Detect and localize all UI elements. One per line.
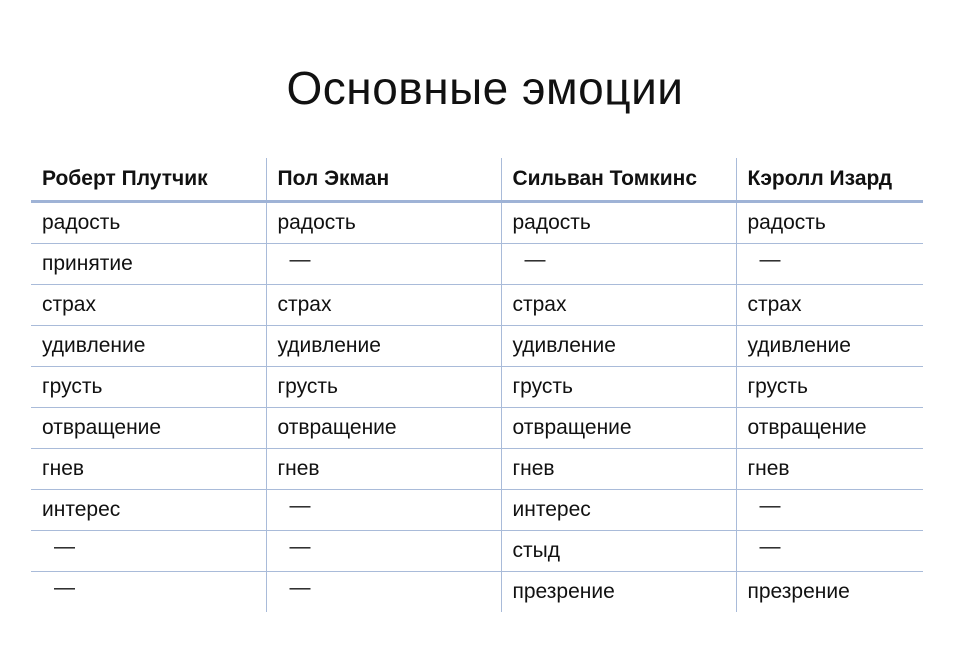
emotion-label: стыд: [512, 539, 560, 562]
table-cell-tomkins: [501, 244, 736, 285]
column-header-tomkins: Сильван Томкинс: [501, 158, 736, 202]
table-cell-ekman: [266, 202, 501, 244]
emotion-label: удивление: [42, 334, 146, 357]
table-cell-izard: [736, 449, 923, 490]
table-row: [31, 572, 923, 613]
table-cell-izard: [736, 531, 923, 572]
table-cell-plutchik: [31, 244, 266, 285]
emotions-table-container: [31, 158, 923, 612]
emotion-label: отвращение: [42, 416, 162, 439]
table-cell-plutchik: [31, 531, 266, 572]
emotion-label: презрение: [512, 580, 615, 603]
column-header-plutchik: Роберт Плутчик: [31, 158, 266, 202]
table-row: [31, 490, 923, 531]
emotion-label: радость: [747, 211, 826, 234]
emotion-label: радость: [277, 211, 356, 234]
table-cell-plutchik: [31, 490, 266, 531]
table-cell-izard: [736, 202, 923, 244]
emotion-label: презрение: [747, 580, 850, 603]
table-cell-ekman: [266, 490, 501, 531]
table-cell-plutchik: [31, 285, 266, 326]
table-row: [31, 285, 923, 326]
table-row: [31, 449, 923, 490]
emotion-label: радость: [42, 211, 121, 234]
emotion-label: отвращение: [512, 416, 632, 439]
emotion-label: отвращение: [277, 416, 397, 439]
table-cell-tomkins: [501, 202, 736, 244]
table-cell-tomkins: [501, 326, 736, 367]
table-cell-ekman: [266, 531, 501, 572]
dash-placeholder: —: [759, 494, 781, 517]
emotion-label: радость: [512, 211, 591, 234]
dash-placeholder: —: [54, 535, 75, 558]
emotion-label: удивление: [747, 334, 851, 357]
dash-placeholder: —: [759, 535, 781, 558]
emotion-label: гнев: [42, 457, 85, 480]
table-row: [31, 244, 923, 285]
table-row: [31, 367, 923, 408]
table-cell-plutchik: [31, 572, 266, 613]
emotions-table: [31, 158, 923, 612]
table-cell-plutchik: [31, 449, 266, 490]
table-cell-tomkins: [501, 572, 736, 613]
table-cell-tomkins: [501, 367, 736, 408]
table-cell-ekman: [266, 367, 501, 408]
dash-placeholder: —: [759, 248, 781, 271]
dash-placeholder: —: [289, 494, 311, 517]
dash-placeholder: —: [289, 248, 311, 271]
dash-placeholder: —: [289, 535, 311, 558]
table-body: [31, 202, 923, 613]
emotion-label: отвращение: [747, 416, 867, 439]
emotion-label: страх: [747, 293, 802, 316]
dash-placeholder: —: [54, 576, 75, 599]
column-header-izard: Кэролл Изард: [736, 158, 923, 202]
table-row: [31, 531, 923, 572]
emotion-label: принятие: [42, 252, 133, 275]
table-cell-izard: [736, 244, 923, 285]
emotion-label: грусть: [277, 375, 338, 398]
dash-placeholder: —: [524, 248, 546, 271]
table-cell-tomkins: [501, 490, 736, 531]
emotion-label: гнев: [512, 457, 555, 480]
table-cell-ekman: [266, 285, 501, 326]
emotion-label: удивление: [277, 334, 381, 357]
table-cell-izard: [736, 408, 923, 449]
emotion-label: гнев: [277, 457, 320, 480]
emotion-label: грусть: [42, 375, 103, 398]
emotion-label: страх: [42, 293, 96, 316]
emotion-label: интерес: [42, 498, 121, 521]
table-cell-plutchik: [31, 326, 266, 367]
table-cell-tomkins: [501, 408, 736, 449]
emotion-label: грусть: [512, 375, 573, 398]
table-cell-ekman: [266, 244, 501, 285]
column-header-ekman: Пол Экман: [266, 158, 501, 202]
emotion-label: удивление: [512, 334, 616, 357]
slide-title: Основные эмоции: [286, 61, 684, 114]
emotion-label: интерес: [512, 498, 591, 521]
table-cell-ekman: [266, 408, 501, 449]
emotion-label: страх: [512, 293, 567, 316]
table-cell-plutchik: [31, 367, 266, 408]
table-cell-izard: [736, 326, 923, 367]
table-cell-izard: [736, 572, 923, 613]
table-cell-plutchik: [31, 202, 266, 244]
table-cell-plutchik: [31, 408, 266, 449]
table-cell-ekman: [266, 449, 501, 490]
table-row: [31, 202, 923, 244]
emotion-label: гнев: [747, 457, 790, 480]
table-row: [31, 408, 923, 449]
table-cell-ekman: [266, 572, 501, 613]
dash-placeholder: —: [289, 576, 311, 599]
table-cell-ekman: [266, 326, 501, 367]
table-cell-izard: [736, 285, 923, 326]
table-cell-izard: [736, 490, 923, 531]
table-row: [31, 326, 923, 367]
table-cell-tomkins: [501, 449, 736, 490]
table-cell-tomkins: [501, 285, 736, 326]
table-header-row: [31, 158, 923, 202]
emotion-label: страх: [277, 293, 332, 316]
table-cell-tomkins: [501, 531, 736, 572]
emotion-label: грусть: [747, 375, 808, 398]
table-cell-izard: [736, 367, 923, 408]
